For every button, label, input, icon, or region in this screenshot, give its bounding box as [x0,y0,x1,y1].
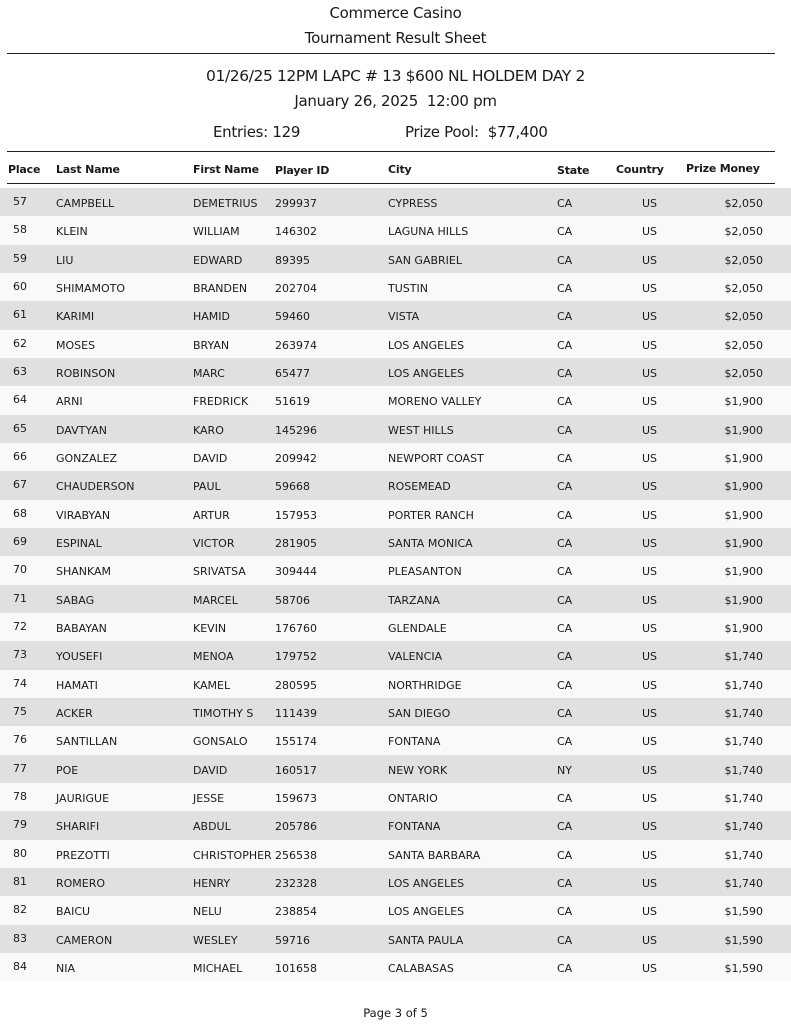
prize-money-cell: $2,050 [724,281,763,295]
city-cell: SANTA BARBARA [388,848,481,862]
table-header-divider [7,183,775,184]
state-cell: CA [557,281,573,295]
player-id-cell: 159673 [275,791,317,805]
column-header-first-name: First Name [193,163,259,176]
country-cell: US [642,763,658,777]
player-id-cell: 176760 [275,621,317,635]
city-cell: NEW YORK [388,763,448,777]
place-cell: 72 [13,619,27,633]
place-cell: 60 [13,279,27,293]
table-row [0,670,791,698]
state-cell: CA [557,735,573,749]
table-row [0,811,791,839]
first-name-cell: DEMETRIUS [193,197,258,210]
state-cell: CA [557,197,573,210]
last-name-cell: VIRABYAN [56,508,111,522]
first-name-cell: ARTUR [193,508,230,522]
prize-money-cell: $1,590 [724,905,763,919]
city-cell: ONTARIO [388,791,438,805]
table-row [0,273,791,301]
prize-money-cell: $1,740 [724,848,763,862]
place-cell: 69 [13,534,27,548]
table-row [0,301,791,329]
country-cell: US [642,820,658,834]
state-cell: CA [557,253,573,267]
state-cell: NY [557,763,572,777]
table-row [0,953,791,981]
prize-pool: Prize Pool: $77,400 [405,123,548,141]
last-name-cell: NIA [56,961,75,975]
prize-money-cell: $1,900 [724,423,763,437]
country-cell: US [642,678,658,692]
player-id-cell: 59460 [275,310,310,324]
table-row [0,216,791,244]
prize-money-cell: $1,590 [724,961,763,975]
last-name-cell: LIU [56,253,74,267]
city-cell: PORTER RANCH [388,508,474,522]
country-cell: US [642,395,658,409]
country-cell: US [642,848,658,862]
last-name-cell: GONZALEZ [56,451,118,465]
first-name-cell: ABDUL [193,820,231,834]
last-name-cell: DAVTYAN [56,423,107,437]
prize-money-cell: $1,900 [724,536,763,550]
last-name-cell: ACKER [56,706,93,720]
last-name-cell: YOUSEFI [56,650,103,664]
player-id-cell: 89395 [275,253,310,267]
country-cell: US [642,536,658,550]
first-name-cell: KEVIN [193,621,227,635]
place-cell: 75 [13,704,27,718]
casino-name: Commerce Casino [329,4,462,22]
city-cell: LOS ANGELES [388,366,465,380]
country-cell: US [642,961,658,975]
table-row [0,358,791,386]
last-name-cell: CAMPBELL [56,197,115,210]
column-header-state: State [557,164,590,177]
first-name-cell: MARCEL [193,593,238,607]
last-name-cell: SABAG [56,593,95,607]
table-row [0,528,791,556]
country-cell: US [642,735,658,749]
state-cell: CA [557,451,573,465]
player-id-cell: 58706 [275,593,310,607]
last-name-cell: POE [56,763,79,777]
first-name-cell: GONSALO [193,735,248,749]
first-name-cell: MARC [193,366,225,380]
prize-money-cell: $1,740 [724,650,763,664]
table-row [0,896,791,924]
table-row [0,188,791,216]
first-name-cell: BRYAN [193,338,230,352]
table-row [0,755,791,783]
prize-money-cell: $1,740 [724,763,763,777]
country-cell: US [642,197,658,210]
country-cell: US [642,791,658,805]
place-cell: 73 [13,648,27,662]
player-id-cell: 209942 [275,451,317,465]
table-row [0,783,791,811]
last-name-cell: KARIMI [56,310,95,324]
table-row [0,726,791,754]
prize-money-cell: $1,900 [724,508,763,522]
state-cell: CA [557,933,573,947]
last-name-cell: ARNI [56,395,83,409]
state-cell: CA [557,678,573,692]
player-id-cell: 59668 [275,480,310,494]
place-cell: 84 [13,959,27,973]
state-cell: CA [557,848,573,862]
entries-count: Entries: 129 [213,123,301,141]
place-cell: 76 [13,733,27,747]
country-cell: US [642,621,658,635]
prize-money-cell: $2,050 [724,338,763,352]
country-cell: US [642,423,658,437]
last-name-cell: HAMATI [56,678,98,692]
player-id-cell: 157953 [275,508,317,522]
country-cell: US [642,508,658,522]
first-name-cell: PAUL [193,480,221,494]
table-row [0,500,791,528]
country-cell: US [642,281,658,295]
city-cell: LOS ANGELES [388,876,465,890]
state-cell: CA [557,480,573,494]
city-cell: PLEASANTON [388,565,462,579]
last-name-cell: SHANKAM [56,565,112,579]
table-row [0,443,791,471]
state-cell: CA [557,423,573,437]
last-name-cell: CAMERON [56,933,113,947]
country-cell: US [642,366,658,380]
prize-money-cell: $1,900 [724,451,763,465]
first-name-cell: KAMEL [193,678,231,692]
prize-money-cell: $1,900 [724,395,763,409]
city-cell: VALENCIA [388,650,443,664]
country-cell: US [642,225,658,239]
prize-money-cell: $2,050 [724,253,763,267]
column-header-prize-money: Prize Money [686,162,760,175]
table-row [0,698,791,726]
player-id-cell: 205786 [275,820,317,834]
first-name-cell: CHRISTOPHER [193,848,272,862]
table-row [0,415,791,443]
header-divider [7,53,775,54]
prize-money-cell: $1,740 [724,678,763,692]
prize-money-cell: $1,740 [724,876,763,890]
place-cell: 80 [13,846,27,860]
table-row [0,925,791,953]
player-id-cell: 256538 [275,848,317,862]
player-id-cell: 145296 [275,423,317,437]
state-cell: CA [557,961,573,975]
state-cell: CA [557,338,573,352]
event-title: 01/26/25 12PM LAPC # 13 $600 NL HOLDEM DAY 2 [206,67,585,85]
state-cell: CA [557,310,573,324]
city-cell: CALABASAS [388,961,454,975]
first-name-cell: HAMID [193,310,231,324]
city-cell: NEWPORT COAST [388,451,484,465]
city-cell: GLENDALE [388,621,447,635]
place-cell: 71 [13,591,27,605]
table-top-divider [7,151,775,152]
city-cell: LOS ANGELES [388,905,465,919]
place-cell: 62 [13,336,27,350]
player-id-cell: 155174 [275,735,317,749]
player-id-cell: 238854 [275,905,317,919]
place-cell: 68 [13,506,27,520]
prize-money-cell: $1,900 [724,480,763,494]
state-cell: CA [557,905,573,919]
country-cell: US [642,253,658,267]
prize-money-cell: $1,900 [724,593,763,607]
prize-money-cell: $1,590 [724,933,763,947]
place-cell: 78 [13,789,27,803]
country-cell: US [642,480,658,494]
table-row [0,840,791,868]
city-cell: LAGUNA HILLS [388,225,469,239]
first-name-cell: TIMOTHY S [193,706,254,720]
place-cell: 61 [13,308,27,322]
state-cell: CA [557,876,573,890]
first-name-cell: JESSE [193,791,225,805]
country-cell: US [642,310,658,324]
last-name-cell: ROBINSON [56,366,116,380]
state-cell: CA [557,366,573,380]
first-name-cell: MENOA [193,650,234,664]
city-cell: ROSEMEAD [388,480,451,494]
player-id-cell: 59716 [275,933,310,947]
first-name-cell: NELU [193,905,222,919]
country-cell: US [642,905,658,919]
country-cell: US [642,338,658,352]
country-cell: US [642,706,658,720]
place-cell: 83 [13,931,27,945]
first-name-cell: WILLIAM [193,225,240,239]
state-cell: CA [557,593,573,607]
first-name-cell: DAVID [193,763,228,777]
results-table-body [0,188,791,981]
country-cell: US [642,451,658,465]
city-cell: SAN DIEGO [388,706,451,720]
first-name-cell: FREDRICK [193,395,249,409]
last-name-cell: KLEIN [56,225,88,239]
place-cell: 79 [13,818,27,832]
first-name-cell: MICHAEL [193,961,243,975]
state-cell: CA [557,820,573,834]
state-cell: CA [557,225,573,239]
player-id-cell: 111439 [275,706,317,720]
state-cell: CA [557,791,573,805]
column-header-city: City [388,163,412,176]
first-name-cell: SRIVATSA [193,565,246,579]
country-cell: US [642,933,658,947]
place-cell: 57 [13,195,27,208]
country-cell: US [642,876,658,890]
place-cell: 74 [13,676,27,690]
city-cell: LOS ANGELES [388,338,465,352]
first-name-cell: KARO [193,423,224,437]
column-header-last-name: Last Name [56,163,120,176]
player-id-cell: 51619 [275,395,310,409]
table-row [0,641,791,669]
state-cell: CA [557,565,573,579]
place-cell: 67 [13,478,27,492]
prize-money-cell: $1,740 [724,735,763,749]
last-name-cell: CHAUDERSON [56,480,135,494]
place-cell: 77 [13,761,27,775]
place-cell: 63 [13,364,27,378]
prize-money-cell: $2,050 [724,197,763,210]
prize-money-cell: $2,050 [724,366,763,380]
city-cell: TUSTIN [388,281,428,295]
column-header-player-id: Player ID [275,164,330,177]
player-id-cell: 280595 [275,678,317,692]
player-id-cell: 179752 [275,650,317,664]
city-cell: NORTHRIDGE [388,678,462,692]
first-name-cell: BRANDEN [193,281,248,295]
first-name-cell: DAVID [193,451,228,465]
state-cell: CA [557,650,573,664]
first-name-cell: WESLEY [193,933,238,947]
prize-money-cell: $1,740 [724,706,763,720]
player-id-cell: 160517 [275,763,317,777]
last-name-cell: SHARIFI [56,820,100,834]
page-number: Page 3 of 5 [363,1006,428,1020]
table-row [0,868,791,896]
state-cell: CA [557,508,573,522]
state-cell: CA [557,621,573,635]
country-cell: US [642,650,658,664]
first-name-cell: EDWARD [193,253,243,267]
table-row [0,613,791,641]
player-id-cell: 101658 [275,961,317,975]
last-name-cell: BAICU [56,905,91,919]
last-name-cell: MOSES [56,338,96,352]
prize-money-cell: $2,050 [724,310,763,324]
prize-money-cell: $1,740 [724,820,763,834]
player-id-cell: 146302 [275,225,317,239]
table-row [0,585,791,613]
first-name-cell: HENRY [193,876,231,890]
last-name-cell: ROMERO [56,876,106,890]
table-row [0,556,791,584]
state-cell: CA [557,536,573,550]
last-name-cell: JAURIGUE [56,791,110,805]
city-cell: TARZANA [388,593,440,607]
player-id-cell: 281905 [275,536,317,550]
sheet-title: Tournament Result Sheet [304,29,487,47]
place-cell: 70 [13,563,27,577]
prize-money-cell: $1,900 [724,621,763,635]
table-row [0,386,791,414]
player-id-cell: 232328 [275,876,317,890]
country-cell: US [642,565,658,579]
city-cell: WEST HILLS [388,423,454,437]
table-row [0,471,791,499]
city-cell: FONTANA [388,820,441,834]
prize-money-cell: $1,900 [724,565,763,579]
last-name-cell: ESPINAL [56,536,102,550]
state-cell: CA [557,395,573,409]
first-name-cell: VICTOR [193,536,235,550]
player-id-cell: 299937 [275,197,317,210]
last-name-cell: PREZOTTI [56,848,110,862]
city-cell: SANTA PAULA [388,933,464,947]
place-cell: 82 [13,903,27,917]
city-cell: FONTANA [388,735,441,749]
prize-money-cell: $2,050 [724,225,763,239]
place-cell: 64 [13,393,27,407]
player-id-cell: 309444 [275,565,317,579]
place-cell: 58 [13,223,27,237]
player-id-cell: 202704 [275,281,317,295]
state-cell: CA [557,706,573,720]
column-header-country: Country [616,163,664,176]
prize-money-cell: $1,740 [724,791,763,805]
city-cell: VISTA [388,310,420,324]
last-name-cell: SANTILLAN [56,735,118,749]
last-name-cell: SHIMAMOTO [56,281,126,295]
place-cell: 81 [13,874,27,888]
city-cell: SAN GABRIEL [388,253,462,267]
last-name-cell: BABAYAN [56,621,107,635]
player-id-cell: 65477 [275,366,310,380]
column-header-place: Place [8,163,41,176]
player-id-cell: 263974 [275,338,317,352]
event-datetime: January 26, 2025 12:00 pm [294,92,497,110]
city-cell: SANTA MONICA [388,536,473,550]
place-cell: 65 [13,421,27,435]
place-cell: 66 [13,449,27,463]
table-row [0,245,791,273]
place-cell: 59 [13,251,27,265]
city-cell: CYPRESS [388,197,438,210]
table-row [0,330,791,358]
country-cell: US [642,593,658,607]
city-cell: MORENO VALLEY [388,395,482,409]
